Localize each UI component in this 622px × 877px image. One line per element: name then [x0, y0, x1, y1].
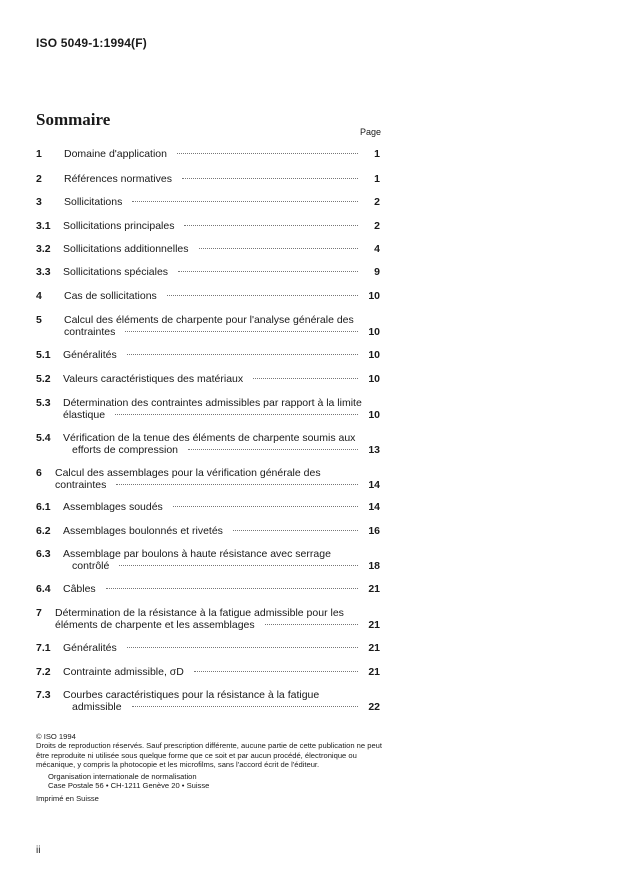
dot-leader — [188, 449, 358, 450]
reproduction-rights: Droits de reproduction réservés. Sauf prescription différente, aucune partie de cette publication ne peut être reproduite ni utilisée sous quelque forme que ce soit et par aucun procédé, électronique ou mécanique, y compris la photocopie et les microfilms, sans l'accord écrit de l'éditeur. — [36, 741, 383, 769]
dot-leader — [199, 248, 359, 249]
toc-entry[interactable] — [36, 583, 380, 595]
toc-entry[interactable] — [36, 148, 380, 160]
toc-entry[interactable] — [36, 196, 380, 208]
toc-entry-title: Assemblages boulonnés et rivetés — [63, 525, 223, 537]
dot-leader — [115, 414, 358, 415]
toc-entry-number: 5.3 — [36, 397, 51, 409]
dot-leader — [106, 588, 358, 589]
toc-entry[interactable] — [36, 666, 380, 678]
toc-entry[interactable] — [36, 397, 380, 421]
toc-entry-title: Domaine d'application — [64, 148, 167, 160]
dot-leader — [167, 295, 358, 296]
toc-entry-title: Calcul des éléments de charpente pour l'analyse générale des — [64, 314, 354, 326]
dot-leader — [265, 624, 358, 625]
toc-entry[interactable] — [36, 548, 380, 572]
dot-leader — [127, 647, 358, 648]
dot-leader — [125, 331, 358, 332]
toc-entry-title-cont: élastique — [63, 409, 106, 421]
toc-entry-number: 2 — [36, 173, 42, 185]
toc-entry-title: Sollicitations additionnelles — [63, 243, 189, 255]
document-header: ISO 5049-1:1994(F) — [36, 36, 147, 50]
toc-entry-number: 3.3 — [36, 266, 51, 278]
toc-entry-number: 4 — [36, 290, 42, 302]
toc-entry-page: 2 — [374, 220, 380, 232]
toc-entry-number: 7.2 — [36, 666, 51, 678]
toc-entry-page: 10 — [368, 409, 380, 421]
toc-entry-page: 18 — [368, 560, 380, 572]
toc-entry-title: Contrainte admissible, σD — [63, 666, 184, 678]
toc-entry-page: 21 — [368, 583, 380, 595]
toc-entry[interactable] — [36, 467, 380, 491]
dot-leader — [177, 153, 358, 154]
toc-entry-page: 10 — [368, 349, 380, 361]
page-title: Sommaire — [36, 110, 111, 129]
dot-leader — [127, 354, 358, 355]
toc-entry-title: Assemblages soudés — [63, 501, 163, 513]
copyright-block — [36, 732, 386, 803]
toc-entry[interactable] — [36, 642, 380, 654]
toc-entry-page: 21 — [368, 619, 380, 631]
toc-entry-title: Références normatives — [64, 173, 172, 185]
toc-entry-title: Assemblage par boulons à haute résistance avec serrage — [63, 548, 331, 560]
dot-leader — [173, 506, 358, 507]
toc-entry-number: 6.3 — [36, 548, 51, 560]
dot-leader — [194, 671, 358, 672]
toc-entry[interactable] — [36, 314, 380, 338]
toc-entry[interactable] — [36, 290, 380, 302]
dot-leader — [233, 530, 358, 531]
toc-entry-title-cont: admissible — [72, 701, 122, 713]
dot-leader — [119, 565, 358, 566]
toc-entry-title: Courbes caractéristiques pour la résistance à la fatigue — [63, 689, 320, 701]
toc-entry-number: 6 — [36, 467, 42, 479]
toc-entry-title: Détermination de la résistance à la fatigue admissible pour les — [55, 607, 344, 619]
toc-entry-number: 1 — [36, 148, 42, 160]
printed-in: Imprimé en Suisse — [36, 793, 99, 803]
toc-entry-title: Câbles — [63, 583, 96, 595]
toc-entry-page: 9 — [374, 266, 380, 278]
toc-entry-title-cont: contraintes — [55, 479, 107, 491]
toc-entry-page: 21 — [368, 642, 380, 654]
dot-leader — [132, 706, 358, 707]
toc-entry-page: 10 — [368, 326, 380, 338]
dot-leader — [178, 271, 358, 272]
toc-entry-number: 5.1 — [36, 349, 51, 361]
toc-entry-number: 6.4 — [36, 583, 51, 595]
toc-entry-number: 7.1 — [36, 642, 51, 654]
toc-entry[interactable] — [36, 432, 380, 456]
page-column-header: Page — [360, 127, 382, 137]
toc-entry-page: 13 — [368, 444, 380, 456]
toc-entry[interactable] — [36, 349, 380, 361]
toc-entry[interactable] — [36, 243, 380, 255]
toc-entry-page: 21 — [368, 666, 380, 678]
toc-entry[interactable] — [36, 689, 380, 713]
toc-entry-page: 22 — [368, 701, 380, 713]
toc-entry-number: 6.1 — [36, 501, 51, 513]
toc-entry-number: 5 — [36, 314, 42, 326]
toc-entry-title: Sollicitations principales — [63, 220, 175, 232]
copyright-notice: © ISO 1994 — [36, 732, 76, 741]
toc-entry-page: 14 — [368, 501, 380, 513]
toc-entry-page: 1 — [374, 148, 380, 160]
toc-entry-page: 1 — [374, 173, 380, 185]
toc-entry-page: 16 — [368, 525, 380, 537]
toc-entry[interactable] — [36, 266, 380, 278]
toc-entry-number: 3.2 — [36, 243, 51, 255]
toc-entry-title: Généralités — [63, 642, 117, 654]
organisation-address: Case Postale 56 • CH-1211 Genève 20 • Suisse — [48, 781, 210, 791]
toc-entry-title: Sollicitations — [64, 196, 123, 208]
dot-leader — [184, 225, 358, 226]
toc-entry-number: 7.3 — [36, 689, 51, 701]
toc-entry-title: Détermination des contraintes admissibles par rapport à la limite — [63, 397, 362, 409]
toc-entry-number: 7 — [36, 607, 42, 619]
page-number: ii — [36, 845, 41, 856]
toc-entry-number: 5.4 — [36, 432, 51, 444]
toc-entry[interactable] — [36, 607, 380, 631]
toc-entry[interactable] — [36, 220, 380, 232]
toc-entry-number: 6.2 — [36, 525, 51, 537]
toc-entry-page: 10 — [368, 373, 380, 385]
toc-entry-title: Valeurs caractéristiques des matériaux — [63, 373, 244, 385]
dot-leader — [182, 178, 358, 179]
toc-entry-title-cont: contraintes — [64, 326, 116, 338]
dot-leader — [132, 201, 358, 202]
toc-entry-title-cont: efforts de compression — [72, 444, 179, 456]
toc-entry-title: Vérification de la tenue des éléments de charpente soumis aux — [63, 432, 356, 444]
toc-entry[interactable] — [36, 173, 380, 185]
toc-entry-title-cont: éléments de charpente et les assemblages — [55, 619, 255, 631]
toc-entry[interactable] — [36, 501, 380, 513]
toc-entry-title: Calcul des assemblages pour la vérification générale des — [55, 467, 321, 479]
dot-leader — [116, 484, 358, 485]
toc-entry[interactable] — [36, 525, 380, 537]
toc-entry-number: 5.2 — [36, 373, 51, 385]
toc-entry-title: Généralités — [63, 349, 117, 361]
toc-entry-title: Sollicitations spéciales — [63, 266, 169, 278]
toc-entry-number: 3.1 — [36, 220, 51, 232]
toc-entry-page: 4 — [374, 243, 380, 255]
toc-entry-title: Cas de sollicitations — [64, 290, 157, 302]
toc-entry-page: 2 — [374, 196, 380, 208]
toc-entry[interactable] — [36, 373, 380, 385]
dot-leader — [253, 378, 358, 379]
toc-entry-number: 3 — [36, 196, 42, 208]
toc-entry-title-cont: contrôlé — [72, 560, 110, 572]
organisation-name: Organisation internationale de normalisation — [48, 772, 197, 782]
toc-entry-page: 14 — [368, 479, 380, 491]
toc-entry-page: 10 — [368, 290, 380, 302]
